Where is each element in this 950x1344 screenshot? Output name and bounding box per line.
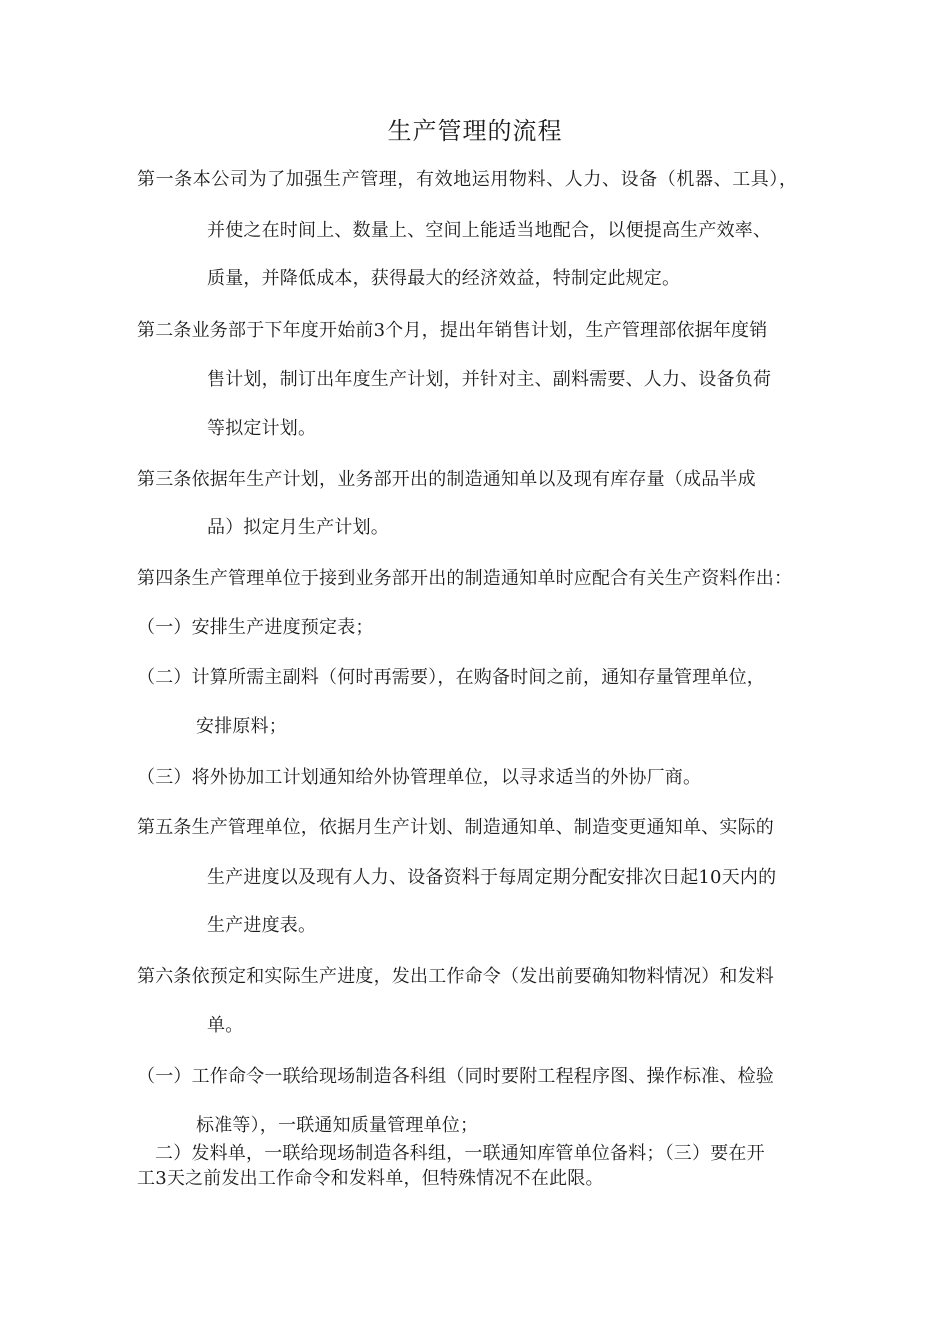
article-2-line-3: 等拟定计划。 xyxy=(207,418,317,439)
article-5-line-1: 第五条生产管理单位，依据月生产计划、制造通知单、制造变更通知单、实际的 xyxy=(137,817,774,838)
article-6-item-1-line-1: （一）工作命令一联给现场制造各科组（同时要附工程程序图、操作标准、检验 xyxy=(137,1066,774,1087)
article-6-line-2: 单。 xyxy=(207,1015,244,1036)
article-4-line-1: 第四条生产管理单位于接到业务部开出的制造通知单时应配合有关生产资料作出： xyxy=(137,568,793,589)
article-3-line-2: 品）拟定月生产计划。 xyxy=(207,517,389,538)
article-1-line-2: 并使之在时间上、数量上、空间上能适当地配合，以便提高生产效率、 xyxy=(207,220,772,241)
article-4-item-2-line-2: 安排原料； xyxy=(196,716,287,737)
article-6-line-1: 第六条依预定和实际生产进度，发出工作命令（发出前要确知物料情况）和发料 xyxy=(137,966,774,987)
page-title: 生产管理的流程 xyxy=(387,117,563,145)
article-1-line-3: 质量，并降低成本，获得最大的经济效益，特制定此规定。 xyxy=(207,268,681,289)
article-4-item-3: （三）将外协加工计划通知给外协管理单位，以寻求适当的外协厂商。 xyxy=(137,767,702,788)
article-5-line-2: 生产进度以及现有人力、设备资料于每周定期分配安排次日起10天内的 xyxy=(207,867,777,888)
article-2-line-1: 第二条业务部于下年度开始前3个月，提出年销售计划，生产管理部依据年度销 xyxy=(137,320,768,341)
article-1-line-1: 第一条本公司为了加强生产管理，有效地运用物料、人力、设备（机器、工具）， xyxy=(137,169,798,190)
article-2-line-2: 售计划，制订出年度生产计划，并针对主、副料需要、人力、设备负荷 xyxy=(207,369,772,390)
article-5-line-3: 生产进度表。 xyxy=(207,915,317,936)
article-6-item-2-line-2: 工3天之前发出工作命令和发料单，但特殊情况不在此限。 xyxy=(137,1168,604,1189)
article-4-item-1: （一）安排生产进度预定表； xyxy=(137,617,374,638)
article-3-line-1: 第三条依据年生产计划，业务部开出的制造通知单以及现有库存量（成品半成 xyxy=(137,469,756,490)
article-4-item-2-line-1: （二）计算所需主副料（何时再需要），在购备时间之前，通知存量管理单位， xyxy=(137,667,765,688)
article-6-item-1-line-2: 标准等），一联通知质量管理单位； xyxy=(196,1115,479,1136)
article-6-item-2-line-1: 二）发料单，一联给现场制造各科组，一联通知库管单位备料；（三）要在开 xyxy=(155,1143,765,1164)
